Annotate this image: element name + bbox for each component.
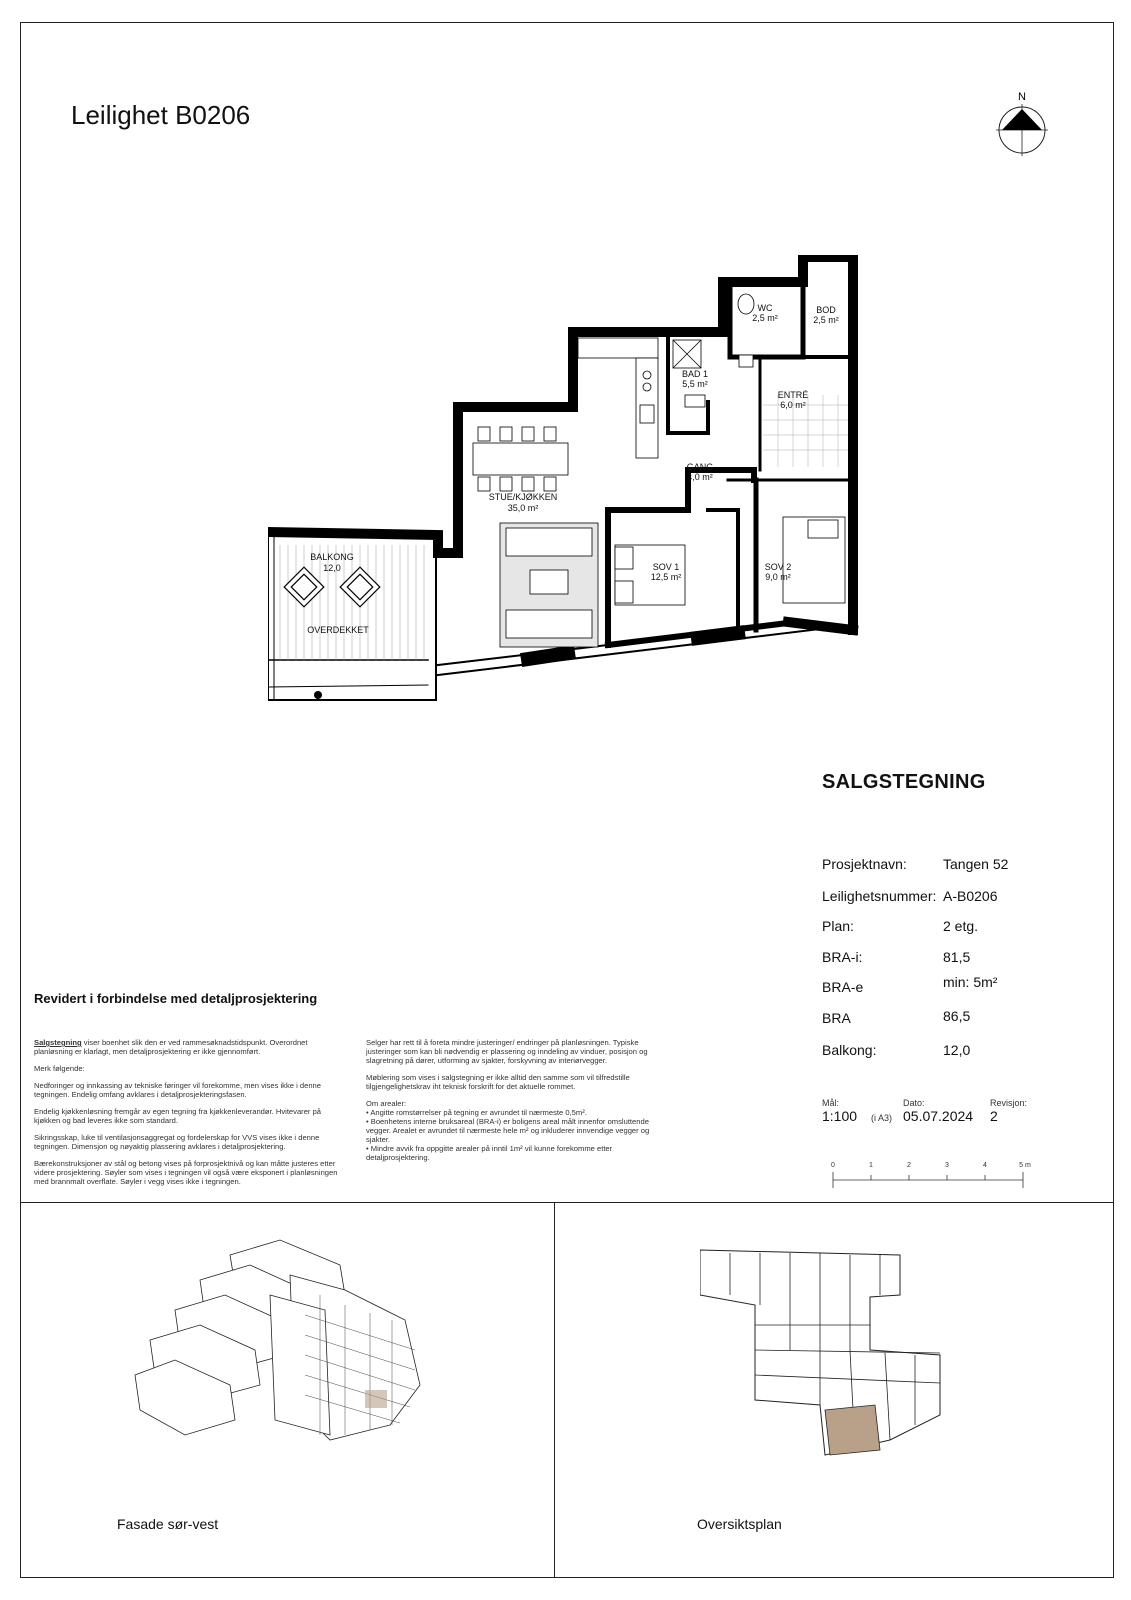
scale-tick-3: 3 bbox=[945, 1162, 949, 1169]
scale-tick-1: 1 bbox=[869, 1162, 873, 1169]
beds bbox=[615, 517, 845, 605]
info-value-bra: 86,5 bbox=[943, 1008, 971, 1024]
room-stue-name: STUE/KJØKKEN bbox=[488, 492, 558, 502]
living-furniture bbox=[500, 523, 598, 647]
divider-horizontal bbox=[20, 1202, 1114, 1203]
room-entre-name: ENTRÉ bbox=[777, 390, 809, 400]
facade-highlight bbox=[365, 1390, 387, 1408]
overview-highlight bbox=[825, 1405, 880, 1455]
notes-right-p2: Møblering som vises i salgstegning er ikke alltid den samme som vil tilfredstille tilgjengelighetskrav iht teknisk forskrift for det aktuelle rommet. bbox=[366, 1073, 630, 1091]
caption-overview: Oversiktsplan bbox=[697, 1516, 782, 1532]
room-gang-area: 4,0 m² bbox=[687, 472, 713, 482]
facade-illustration bbox=[130, 1235, 440, 1460]
notes-right-b3: • Mindre avvik fra oppgitte arealer på inntil 1m² vil kunne forekomme etter detaljprosjektering. bbox=[366, 1144, 613, 1162]
info-label-prosjektnavn: Prosjektnavn: bbox=[822, 856, 907, 872]
balcony-chairs bbox=[284, 567, 380, 607]
notes-right-b2: • Boenhetens interne bruksareal (BRA-i) er boligens areal målt innenfor omsluttende vegger. Arealet er avrundet til nærmeste hele m² og inkluderer innvendige vegger og sjakter. bbox=[366, 1117, 650, 1144]
floor-plan bbox=[268, 255, 868, 725]
revision-value: 2 bbox=[990, 1108, 998, 1124]
north-arrow-icon bbox=[996, 88, 1048, 163]
room-wc-name: WC bbox=[757, 303, 773, 313]
room-gang-name: GANG bbox=[686, 462, 714, 472]
date-label: Dato: bbox=[903, 1098, 925, 1108]
room-wc-area: 2,5 m² bbox=[752, 313, 778, 323]
apartment-title: Leilighet B0206 bbox=[71, 100, 251, 130]
notes-right-b1: • Angitte romstørrelser på tegning er avrundet til nærmeste 0,5m². bbox=[366, 1108, 587, 1117]
scale-tick-5: 5 m bbox=[1019, 1162, 1031, 1169]
info-label-leilighetsnummer: Leilighetsnummer: bbox=[822, 888, 937, 904]
kitchen-counter bbox=[578, 338, 658, 458]
room-balkong-name: BALKONG bbox=[310, 552, 354, 562]
notes-left bbox=[34, 1038, 339, 1194]
room-sov1-area: 12,5 m² bbox=[650, 572, 682, 582]
info-label-plan: Plan: bbox=[822, 918, 854, 934]
room-bod-area: 2,5 m² bbox=[813, 315, 839, 325]
info-value-plan: 2 etg. bbox=[943, 918, 979, 934]
dining-table bbox=[473, 427, 568, 491]
scale-label: Mål: bbox=[822, 1098, 840, 1108]
date-value: 05.07.2024 bbox=[903, 1108, 974, 1124]
notes-left-p3: Nedforinger og innkassing av tekniske føringer vil forekomme, men vises ikke i denne tegningen. Endelig omfang avklares i detaljprosjekteringsfasen. bbox=[34, 1081, 322, 1099]
overview-plan bbox=[700, 1235, 970, 1465]
paper-size: (i A3) bbox=[871, 1113, 893, 1123]
wall-sov1-gang bbox=[708, 510, 738, 630]
room-sov1-name: SOV 1 bbox=[652, 562, 680, 572]
column-1 bbox=[528, 653, 568, 659]
revision-heading: Revidert i forbindelse med detaljprosjektering bbox=[34, 991, 318, 1006]
balcony-post bbox=[314, 691, 322, 699]
room-bad-name: BAD 1 bbox=[681, 369, 709, 379]
info-label-bra-i: BRA-i: bbox=[822, 949, 863, 965]
room-sov2-area: 9,0 m² bbox=[765, 572, 791, 582]
room-entre-area: 6,0 m² bbox=[780, 400, 806, 410]
salgstegning-heading: SALGSTEGNING bbox=[822, 771, 986, 793]
info-value-leilighetsnummer: A-B0206 bbox=[943, 888, 998, 904]
room-balkong-area: 12,0 bbox=[323, 563, 341, 573]
notes-lead: Salgstegning bbox=[34, 1038, 82, 1047]
scale-tick-0: 0 bbox=[831, 1162, 835, 1169]
scale-bar bbox=[830, 1160, 1035, 1190]
room-stue-area: 35,0 m² bbox=[507, 503, 539, 513]
north-label: N bbox=[1018, 91, 1026, 103]
notes-right bbox=[366, 1038, 656, 1170]
divider-vertical bbox=[554, 1202, 555, 1578]
notes-left-p6: Bærekonstruksjoner av stål og betong vises på forprosjektnivå og kan måtte justeres etter videre prosjektering. Søyler som vises i tegningen vil også være eksponert i planløsningen med brannmalt overflate. Søyler i vegg vises ikke i tegningen. bbox=[34, 1159, 338, 1186]
info-value-bra-i: 81,5 bbox=[943, 949, 971, 965]
room-bod-name: BOD bbox=[816, 305, 836, 315]
info-label-bra: BRA bbox=[822, 1010, 851, 1026]
caption-facade: Fasade sør-vest bbox=[117, 1516, 219, 1532]
notes-left-p4: Endelig kjøkkenløsning fremgår av egen tegning fra kjøkkenleverandør. Hvitevarer på kjøkken og bad leveres ikke som standard. bbox=[34, 1107, 322, 1125]
bath-fixtures bbox=[673, 294, 754, 407]
info-value-prosjektnavn: Tangen 52 bbox=[943, 856, 1009, 872]
notes-left-p1: viser boenhet slik den er ved rammesøknadstidspunkt. Overordnet planløsning er klarlagt, men detaljprosjektering er ikke gjennomført. bbox=[34, 1038, 308, 1056]
column-2 bbox=[698, 633, 738, 638]
notes-right-p3: Om arealer: bbox=[366, 1099, 407, 1108]
info-label-balkong: Balkong: bbox=[822, 1042, 877, 1058]
room-sov2-name: SOV 2 bbox=[764, 562, 792, 572]
notes-right-p1: Selger har rett til å foreta mindre justeringer/ endringer på planløsningen. Typiske justeringer som kan bli nødvendig er plassering og inndeling av vinduer, posisjon og slagretning på dører, utforming av sjakter, forskyvning av interiørvegger. bbox=[366, 1038, 648, 1065]
room-bad-area: 5,5 m² bbox=[682, 379, 708, 389]
revision-label: Revisjon: bbox=[990, 1098, 1028, 1108]
info-label-bra-e: BRA-e bbox=[822, 979, 864, 995]
info-value-bra-e: min: 5m² bbox=[943, 974, 998, 990]
notes-left-p5: Sikringsskap, luke til ventilasjonsaggregat og fordelerskap for VVS vises ikke i denne tegningen. Dimensjon og nøyaktig plassering avklares i detaljprosjektering. bbox=[34, 1133, 320, 1151]
scale-tick-2: 2 bbox=[907, 1162, 911, 1169]
scale-value: 1:100 bbox=[822, 1108, 858, 1124]
room-overdekket: OVERDEKKET bbox=[307, 625, 369, 635]
scale-tick-4: 4 bbox=[983, 1162, 987, 1169]
notes-left-p2: Merk følgende: bbox=[34, 1064, 85, 1073]
info-value-balkong: 12,0 bbox=[943, 1042, 971, 1058]
